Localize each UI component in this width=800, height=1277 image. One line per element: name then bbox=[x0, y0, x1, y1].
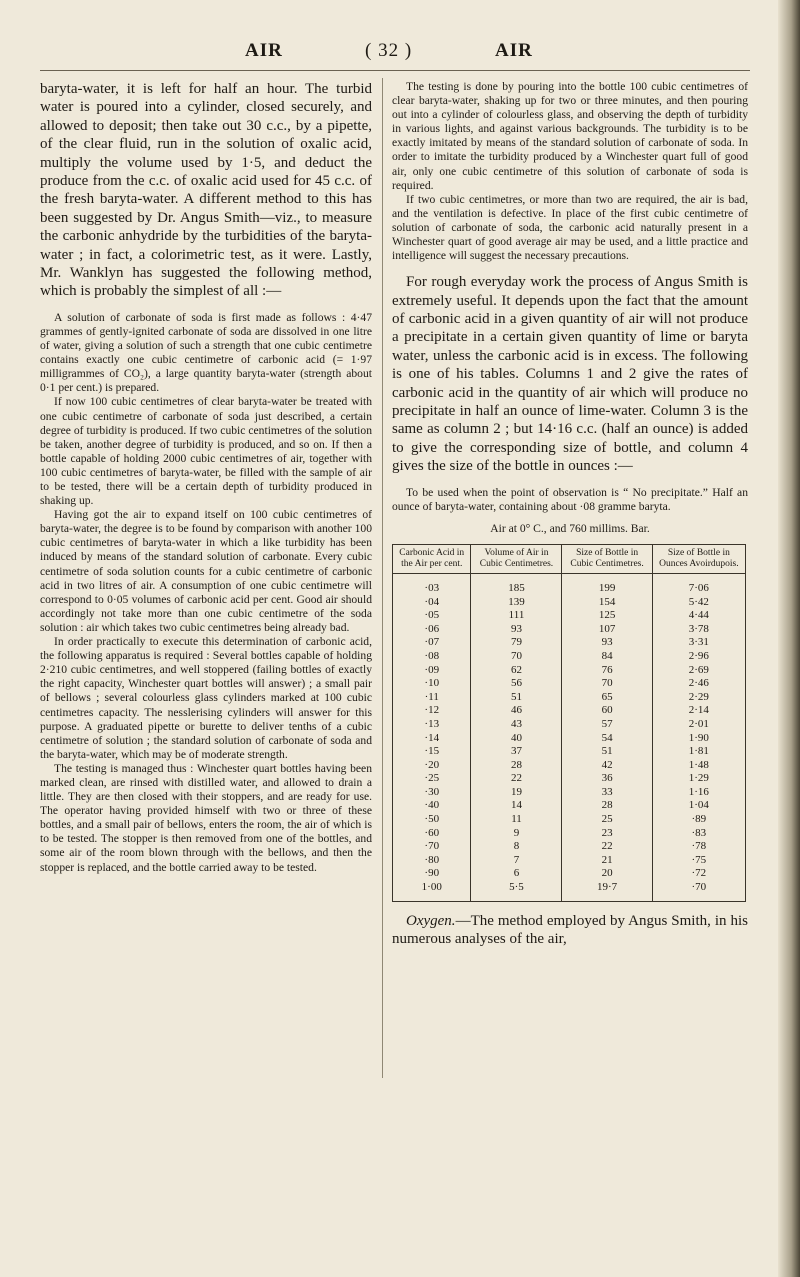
table-cell: ·70 bbox=[652, 881, 745, 901]
table-cell: ·10 bbox=[393, 677, 471, 691]
small-paragraph: If now 100 cubic centimetres of clear baryta-water be treated with one cubic centimetre of carbonate of soda just described, a certain degree of turbidity is produced. If two cubic centimetres of the solution be taken, another degree of turbidity is produced, and so on. If then a bottle capable of holding 2000 cubic centimetres of air, together with 100 cubic centimetres of baryta-water, be filled with the sample of air to be tested, there will be a certain depth of turbidity produced in shaking up. bbox=[40, 395, 372, 508]
table-row bbox=[393, 854, 746, 868]
column-divider bbox=[382, 78, 383, 1078]
table-cell: 51 bbox=[562, 745, 652, 759]
small-paragraph: A solution of carbonate of soda is first made as follows : 4·47 grammes of gently-ignited carbonate of soda are dissolved in one litre of water, giving a solution of such a strength that one cubic centimetre contains exactly one cubic centimetre of carbonic acid (= 1·97 milligrammes of CO₂), a large quantity baryta-water (strength about 0·1 per cent.) is prepared. bbox=[40, 310, 372, 395]
table-cell: 5·42 bbox=[652, 596, 745, 610]
table-cell: 2·14 bbox=[652, 704, 745, 718]
table-row bbox=[393, 759, 746, 773]
table-cell: ·25 bbox=[393, 772, 471, 786]
table-cell: 40 bbox=[471, 732, 562, 746]
table-cell: 43 bbox=[471, 718, 562, 732]
header-rule bbox=[40, 70, 750, 71]
table-cell: 5·5 bbox=[471, 881, 562, 901]
intro-paragraph: baryta-water, it is left for half an hour. The turbid water is poured into a cylinder, closed securely, and allowed to deposit; then take out 30 c.c., by a pipette, of the clear fluid, run in the solution of oxalic acid, multiply the volume used by 1·5, and deduct the produce from the c.c. of oxalic acid used for 45 c.c. of the fresh baryta-water. A different method to this has been suggested by Dr. Angus Smith—viz., to measure the carbonic anhydride by the turbidities of the baryta-water ; in fact, a colorimetric test, as it were. Lastly, Mr. Wanklyn has suggested the following method, which is probably the simplest of all :— bbox=[40, 81, 372, 300]
table-row bbox=[393, 745, 746, 759]
table-cell: 185 bbox=[471, 573, 562, 595]
table-cell: 199 bbox=[562, 573, 652, 595]
table-cell: 1·48 bbox=[652, 759, 745, 773]
small-paragraph: The testing is done by pouring into the bottle 100 cubic centimetres of clear baryta-water, shaking up for two or three minutes, and then pouring out into a cylinder of colourless glass, and observing the depth of turbidity in various lights, and against various backgrounds. The turbidity is to be exactly imitated by means of the standard solution of carbonate of soda. In order to imitate the turbidity produced by a Winchester quart full of good air, only one cubic centimetre of this solution of carbonate of soda is required. bbox=[392, 80, 748, 192]
table-cell: ·72 bbox=[652, 867, 745, 881]
table-cell: 93 bbox=[471, 623, 562, 637]
table-row bbox=[393, 867, 746, 881]
table-cell: 23 bbox=[562, 827, 652, 841]
table-cell: 65 bbox=[562, 691, 652, 705]
table-row bbox=[393, 718, 746, 732]
oxygen-heading: Oxygen. bbox=[406, 912, 456, 929]
table-row bbox=[393, 786, 746, 800]
table-cell: 139 bbox=[471, 596, 562, 610]
table-cell: 19·7 bbox=[562, 881, 652, 901]
table-row bbox=[393, 664, 746, 678]
table-header-row bbox=[393, 544, 746, 573]
table-cell: ·20 bbox=[393, 759, 471, 773]
table-cell: 111 bbox=[471, 609, 562, 623]
table-header-cell: Size of Bottle in Ounces Avoirdupois. bbox=[652, 544, 745, 573]
table-cell: 7 bbox=[471, 854, 562, 868]
table-cell: 4·44 bbox=[652, 609, 745, 623]
table-cell: ·12 bbox=[393, 704, 471, 718]
table-cell: 79 bbox=[471, 636, 562, 650]
table-row bbox=[393, 827, 746, 841]
table-cell: 70 bbox=[562, 677, 652, 691]
table-cell: ·07 bbox=[393, 636, 471, 650]
table-row bbox=[393, 609, 746, 623]
table-cell: 107 bbox=[562, 623, 652, 637]
table-cell: 14 bbox=[471, 799, 562, 813]
table-cell: 93 bbox=[562, 636, 652, 650]
table-row bbox=[393, 650, 746, 664]
table-cell: ·15 bbox=[393, 745, 471, 759]
small-paragraph: Having got the air to expand itself on 100 cubic centimetres of baryta-water, the degree is to be found by comparison with another 100 cubic centimetres of baryta-water in which a like turbidity has been induced by means of the standard solution of carbonate. Every cubic centimetre of soda solution counts for a cubic centimetre of carbonic acid in two litres of air. A consumption of one cubic centimetre will correspond to 0·05 volumes of carbonic acid per cent. Good air should accordingly not take more than one cubic centimetre of the soda solution : air which takes two cubic centimetres being already bad. bbox=[40, 508, 372, 634]
table-cell: 46 bbox=[471, 704, 562, 718]
table-row bbox=[393, 881, 746, 901]
table-cell: 2·69 bbox=[652, 664, 745, 678]
table-cell: ·90 bbox=[393, 867, 471, 881]
table-cell: 21 bbox=[562, 854, 652, 868]
header-right-word: AIR bbox=[495, 40, 533, 61]
table-cell: ·80 bbox=[393, 854, 471, 868]
table-cell: ·78 bbox=[652, 840, 745, 854]
table-row bbox=[393, 732, 746, 746]
running-header bbox=[40, 40, 740, 70]
table-cell: 60 bbox=[562, 704, 652, 718]
table-cell: 2·46 bbox=[652, 677, 745, 691]
table-cell: 154 bbox=[562, 596, 652, 610]
right-column bbox=[392, 80, 748, 948]
angus-smith-paragraph: For rough everyday work the process of Angus Smith is extremely useful. It depends upon the fact that the amount of carbonic acid in a given quantity of air will not produce a precipitate in a certain given quantity of lime or baryta water, unless the carbonic acid is in excess. The following is one of his tables. Columns 1 and 2 give the rates of carbonic acid in the quantity of air which will produce no precipitate in half an ounce of lime-water. Column 3 is the same as column 2 ; but 14·16 c.c. (half an ounce) is added to give the corresponding size of bottle, and column 4 gives the size of the bottle in ounces :— bbox=[392, 274, 748, 475]
table-caption: Air at 0° C., and 760 millims. Bar. bbox=[490, 521, 650, 535]
table-cell: 2·29 bbox=[652, 691, 745, 705]
table-cell: 125 bbox=[562, 609, 652, 623]
table-cell: 37 bbox=[471, 745, 562, 759]
table-cell: ·14 bbox=[393, 732, 471, 746]
small-paragraph: In order practically to execute this determination of carbonic acid, the following apparatus is required : Several bottles capable of holding 2·210 cubic centimetres, and well stoppered (failing bottles of exactly the right capacity, Winchester quart bottles will answer) ; a small pair of bellows ; several colourless glass cylinders marked at 100 cubic centimetres capacity. The nesslerising cylinders will answer for this purpose. A graduated pipette or burette to deliver tenths of a cubic centimetre of solution ; the standard solution of carbonate of soda and the baryta-water, which may be of moderate strength. bbox=[40, 635, 372, 761]
table-cell: ·05 bbox=[393, 609, 471, 623]
table-cell: ·50 bbox=[393, 813, 471, 827]
table-cell: 42 bbox=[562, 759, 652, 773]
table-header-cell: Volume of Air in Cubic Centimetres. bbox=[471, 544, 562, 573]
table-cell: 36 bbox=[562, 772, 652, 786]
table-row bbox=[393, 636, 746, 650]
table-row bbox=[393, 573, 746, 595]
table-row bbox=[393, 596, 746, 610]
table-cell: ·08 bbox=[393, 650, 471, 664]
page-number: ( 32 ) bbox=[365, 40, 413, 61]
carbonic-acid-table bbox=[392, 544, 746, 902]
table-cell: 57 bbox=[562, 718, 652, 732]
table-cell: 54 bbox=[562, 732, 652, 746]
table-row bbox=[393, 691, 746, 705]
small-paragraph: If two cubic centimetres, or more than two are required, the air is bad, and the ventilation is defective. In place of the first cubic centimetre of solution of carbonate of soda, the carbonic acid naturally present in a Winchester quart of good average air may be used, and a little practice and intelligence will suggest the necessary precautions. bbox=[392, 192, 748, 263]
table-header-cell: Carbonic Acid in the Air per cent. bbox=[393, 544, 471, 573]
oxygen-text: —The method employed by Angus Smith, in his numerous analyses of the air, bbox=[392, 912, 748, 948]
table-cell: 70 bbox=[471, 650, 562, 664]
table-header-cell: Size of Bottle in Cubic Centimetres. bbox=[562, 544, 652, 573]
table-body bbox=[393, 573, 746, 901]
table-cell: 20 bbox=[562, 867, 652, 881]
table-row bbox=[393, 772, 746, 786]
table-cell: ·60 bbox=[393, 827, 471, 841]
table-row bbox=[393, 623, 746, 637]
table-cell: 56 bbox=[471, 677, 562, 691]
oxygen-paragraph bbox=[392, 912, 748, 949]
table-cell: ·03 bbox=[393, 573, 471, 595]
table-cell: ·83 bbox=[652, 827, 745, 841]
table-cell: ·30 bbox=[393, 786, 471, 800]
table-cell: 2·96 bbox=[652, 650, 745, 664]
left-column bbox=[40, 80, 372, 875]
table-cell: 9 bbox=[471, 827, 562, 841]
table-cell: 1·00 bbox=[393, 881, 471, 901]
table-cell: 28 bbox=[562, 799, 652, 813]
table-cell: 28 bbox=[471, 759, 562, 773]
table-cell: ·06 bbox=[393, 623, 471, 637]
table-cell: 8 bbox=[471, 840, 562, 854]
page-edge-shadow bbox=[778, 0, 800, 1277]
table-cell: ·40 bbox=[393, 799, 471, 813]
table-cell: 2·01 bbox=[652, 718, 745, 732]
table-cell: 6 bbox=[471, 867, 562, 881]
table-cell: 1·04 bbox=[652, 799, 745, 813]
table-cell: 7·06 bbox=[652, 573, 745, 595]
table-cell: ·70 bbox=[393, 840, 471, 854]
table-cell: 33 bbox=[562, 786, 652, 800]
table-cell: 1·90 bbox=[652, 732, 745, 746]
table-row bbox=[393, 840, 746, 854]
table-cell: 25 bbox=[562, 813, 652, 827]
table-cell: ·04 bbox=[393, 596, 471, 610]
table-row bbox=[393, 704, 746, 718]
table-cell: ·75 bbox=[652, 854, 745, 868]
table-cell: ·13 bbox=[393, 718, 471, 732]
table-cell: 19 bbox=[471, 786, 562, 800]
table-cell: 1·81 bbox=[652, 745, 745, 759]
table-row bbox=[393, 799, 746, 813]
table-cell: ·89 bbox=[652, 813, 745, 827]
table-cell: 1·16 bbox=[652, 786, 745, 800]
table-row bbox=[393, 813, 746, 827]
table-cell: 62 bbox=[471, 664, 562, 678]
table-cell: 11 bbox=[471, 813, 562, 827]
header-left-word: AIR bbox=[245, 40, 283, 61]
table-cell: 3·31 bbox=[652, 636, 745, 650]
table-cell: 76 bbox=[562, 664, 652, 678]
table-cell: ·11 bbox=[393, 691, 471, 705]
small-paragraph: The testing is managed thus : Winchester quart bottles having been marked clean, are rinsed with distilled water, and allowed to drain a little. They are then closed with their stoppers, and are ready for use. The operator having provided himself with two or three of these bottles, and a small pair of bellows, enters the room, the air of which is to be tested. The stopper is then removed from one of the bottles, and some air of the room blown through with the bellows, and then the stopper is replaced, and the bottle carried away to be tested. bbox=[40, 761, 372, 874]
table-cell: 1·29 bbox=[652, 772, 745, 786]
table-row bbox=[393, 677, 746, 691]
table-cell: 22 bbox=[471, 772, 562, 786]
table-cell: 51 bbox=[471, 691, 562, 705]
table-cell: 22 bbox=[562, 840, 652, 854]
table-cell: ·09 bbox=[393, 664, 471, 678]
table-note: To be used when the point of observation is “ No precipitate.” Half an ounce of baryta-water, containing about ·08 gramme baryta. bbox=[392, 485, 748, 513]
table-cell: 3·78 bbox=[652, 623, 745, 637]
table-cell: 84 bbox=[562, 650, 652, 664]
